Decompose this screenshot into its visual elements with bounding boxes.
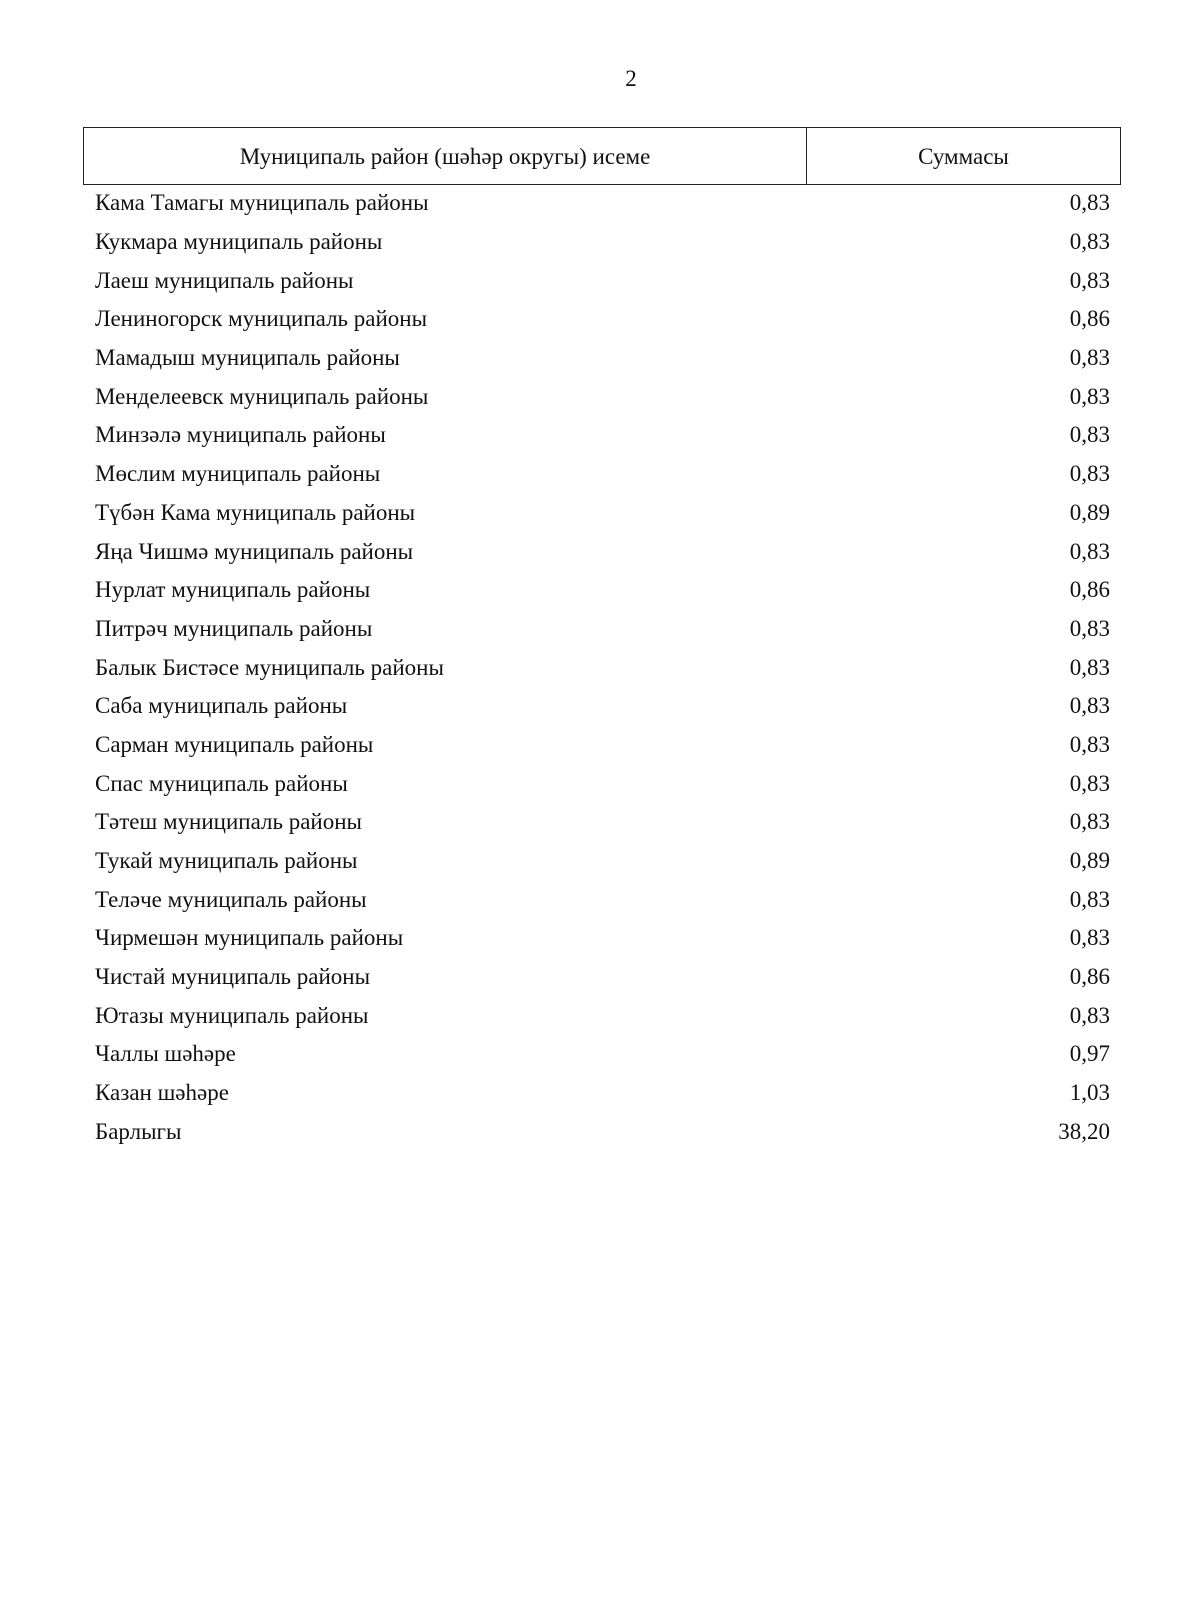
page-number: 2 <box>625 66 637 91</box>
table-row <box>95 803 1110 842</box>
table-row <box>95 996 1110 1035</box>
row-value: 0,89 <box>1069 848 1110 874</box>
row-name: Кама Тамагы муниципаль районы <box>95 190 429 216</box>
table-row <box>95 1113 1110 1152</box>
row-value: 0,83 <box>1069 615 1110 641</box>
row-value: 0,97 <box>1069 1041 1110 1067</box>
row-name: Спас муниципаль районы <box>95 770 348 796</box>
row-value: 0,83 <box>1069 1002 1110 1028</box>
header-sum: Суммасы <box>918 144 1009 169</box>
row-name: Сарман муниципаль районы <box>95 731 374 757</box>
table-row <box>95 1035 1110 1074</box>
row-name: Кукмара муниципаль районы <box>95 229 383 255</box>
row-value: 0,83 <box>1069 267 1110 293</box>
table-row <box>95 532 1110 571</box>
row-value: 0,83 <box>1069 383 1110 409</box>
row-name: Яңа Чишмә муниципаль районы <box>95 538 414 564</box>
table-row <box>95 571 1110 610</box>
row-value: 0,86 <box>1069 577 1110 603</box>
row-name: Чистай муниципаль районы <box>95 964 371 990</box>
row-value: 0,83 <box>1069 886 1110 912</box>
row-name: Менделеевск муниципаль районы <box>95 383 429 409</box>
table-row <box>95 880 1110 919</box>
row-name: Түбән Кама муниципаль районы <box>95 499 416 525</box>
row-name: Минзәлә муниципаль районы <box>95 422 386 448</box>
row-name: Мөслим муниципаль районы <box>95 461 381 487</box>
row-name: Саба муниципаль районы <box>95 693 348 719</box>
row-value: 0,83 <box>1069 422 1110 448</box>
table-row <box>95 300 1110 339</box>
row-name: Ютазы муниципаль районы <box>95 1002 369 1028</box>
row-value: 0,83 <box>1069 654 1110 680</box>
row-value: 0,83 <box>1069 190 1110 216</box>
row-value: 1,03 <box>1069 1080 1110 1106</box>
row-value: 0,83 <box>1069 925 1110 951</box>
row-value: 0,83 <box>1069 461 1110 487</box>
row-name: Барлыгы <box>95 1118 182 1144</box>
row-name: Мамадыш муниципаль районы <box>95 345 400 371</box>
row-value: 0,86 <box>1069 306 1110 332</box>
table-row <box>95 455 1110 494</box>
table-header <box>83 127 1121 185</box>
table-body <box>95 184 1110 1151</box>
table-row <box>95 726 1110 765</box>
table-row <box>95 416 1110 455</box>
table-row <box>95 377 1110 416</box>
row-name: Питрәч муниципаль районы <box>95 615 373 641</box>
row-name: Теләче муниципаль районы <box>95 886 367 912</box>
table-row <box>95 764 1110 803</box>
table-row <box>95 648 1110 687</box>
row-value: 0,83 <box>1069 809 1110 835</box>
table-row <box>95 842 1110 881</box>
row-name: Чаллы шәһәре <box>95 1041 236 1067</box>
row-value: 0,89 <box>1069 499 1110 525</box>
row-name: Нурлат муниципаль районы <box>95 577 371 603</box>
row-value: 0,83 <box>1069 770 1110 796</box>
table-row <box>95 687 1110 726</box>
row-name: Лениногорск муниципаль районы <box>95 306 428 332</box>
table-row <box>95 958 1110 997</box>
header-municipality-name: Муниципаль район (шәһәр округы) исеме <box>84 128 807 184</box>
table-row <box>95 339 1110 378</box>
row-name: Чирмешән муниципаль районы <box>95 925 404 951</box>
row-name: Балык Бистәсе муниципаль районы <box>95 654 444 680</box>
row-name: Казан шәһәре <box>95 1080 229 1106</box>
table-row <box>95 223 1110 262</box>
table-row <box>95 919 1110 958</box>
row-name: Тукай муниципаль районы <box>95 848 358 874</box>
row-value: 0,83 <box>1069 538 1110 564</box>
row-name: Тәтеш муниципаль районы <box>95 809 362 835</box>
table-row <box>95 610 1110 649</box>
row-value: 0,83 <box>1069 693 1110 719</box>
row-name: Лаеш муниципаль районы <box>95 267 354 293</box>
table-row <box>95 1074 1110 1113</box>
row-value: 38,20 <box>1058 1118 1110 1144</box>
table-row <box>95 184 1110 223</box>
table-row <box>95 494 1110 533</box>
row-value: 0,86 <box>1069 964 1110 990</box>
table-row <box>95 261 1110 300</box>
row-value: 0,83 <box>1069 229 1110 255</box>
row-value: 0,83 <box>1069 731 1110 757</box>
row-value: 0,83 <box>1069 345 1110 371</box>
